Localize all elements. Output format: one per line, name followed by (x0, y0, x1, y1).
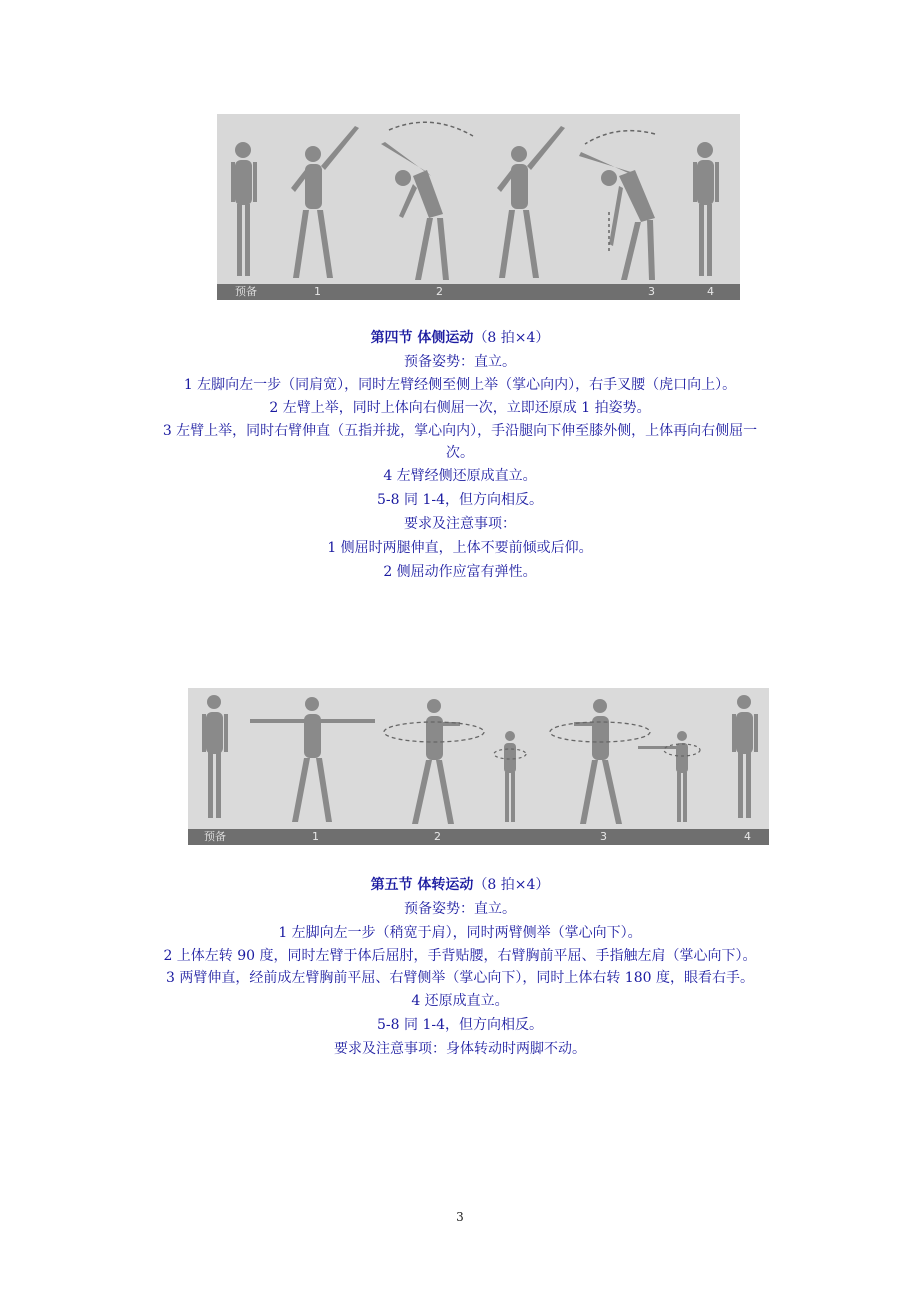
paragraph: 3 两臂伸直，经前成左臂胸前平屈、右臂侧举（掌心向下），同时上体右转 180 度，眼看右手。 (166, 970, 754, 986)
paragraph: 1 侧屈时两腿伸直，上体不要前倾或后仰。 (327, 540, 593, 556)
beat-label-1: 1 (314, 285, 321, 298)
paragraph: 要求及注意事项：身体转动时两脚不动。 (334, 1041, 586, 1057)
paragraph: 1 左脚向左一步（同肩宽），同时左臂经侧至侧上举（掌心向内），右手叉腰（虎口向上）。 (183, 377, 737, 393)
section-title-text: 第四节 体侧运动 (370, 330, 474, 346)
section-title-beats: （8 拍×4） (473, 330, 550, 346)
section-title-beats: （8 拍×4） (473, 877, 550, 893)
section-title (130, 873, 790, 897)
paragraph: 要求及注意事项： (404, 516, 516, 532)
paragraph: 1 左脚向左一步（稍宽于肩），同时两臂侧举（掌心向下）。 (278, 925, 642, 941)
section-side-bend (130, 326, 790, 584)
beat-label-1: 1 (312, 830, 319, 843)
paragraph: 预备姿势：直立。 (404, 354, 516, 370)
beat-label-4: 4 (744, 830, 751, 843)
page-number: 3 (456, 1210, 464, 1224)
paragraph: 5-8 同 1-4，但方向相反。 (377, 1017, 543, 1033)
beat-label-3: 3 (648, 285, 655, 298)
beat-label-3: 3 (600, 830, 607, 843)
body-turn-illustration (188, 688, 769, 845)
paragraph: 3 左臂上举，同时右臂伸直（五指并拢，掌心向内），手沿腿向下伸至膝外侧，上体再向右侧屈一次。 (162, 423, 758, 461)
section-title (130, 326, 790, 350)
side-bend-illustration (217, 114, 740, 300)
paragraph: 2 侧屈动作应富有弹性。 (383, 564, 537, 580)
beat-label-4: 4 (707, 285, 714, 298)
paragraph: 4 左臂经侧还原成直立。 (383, 468, 537, 484)
beat-label-ready: 预备 (204, 830, 226, 843)
paragraph: 5-8 同 1-4，但方向相反。 (377, 492, 543, 508)
section-title-text: 第五节 体转运动 (370, 877, 474, 893)
paragraph: 预备姿势：直立。 (404, 901, 516, 917)
figure-body-turn (188, 688, 769, 845)
figure-caption-strip (217, 284, 740, 300)
section-body-turn (130, 873, 790, 1061)
beat-label-ready: 预备 (235, 285, 257, 298)
paragraph: 2 上体左转 90 度，同时左臂于体后屈肘，手背贴腰，右臂胸前平屈、手指触左肩（掌心向下）。 (163, 948, 757, 964)
beat-label-2: 2 (436, 285, 443, 298)
figure-side-bend (217, 114, 740, 300)
beat-label-2: 2 (434, 830, 441, 843)
paragraph: 2 左臂上举，同时上体向右侧屈一次，立即还原成 1 拍姿势。 (269, 400, 651, 416)
figure-caption-strip (188, 829, 769, 845)
paragraph: 4 还原成直立。 (411, 993, 509, 1009)
